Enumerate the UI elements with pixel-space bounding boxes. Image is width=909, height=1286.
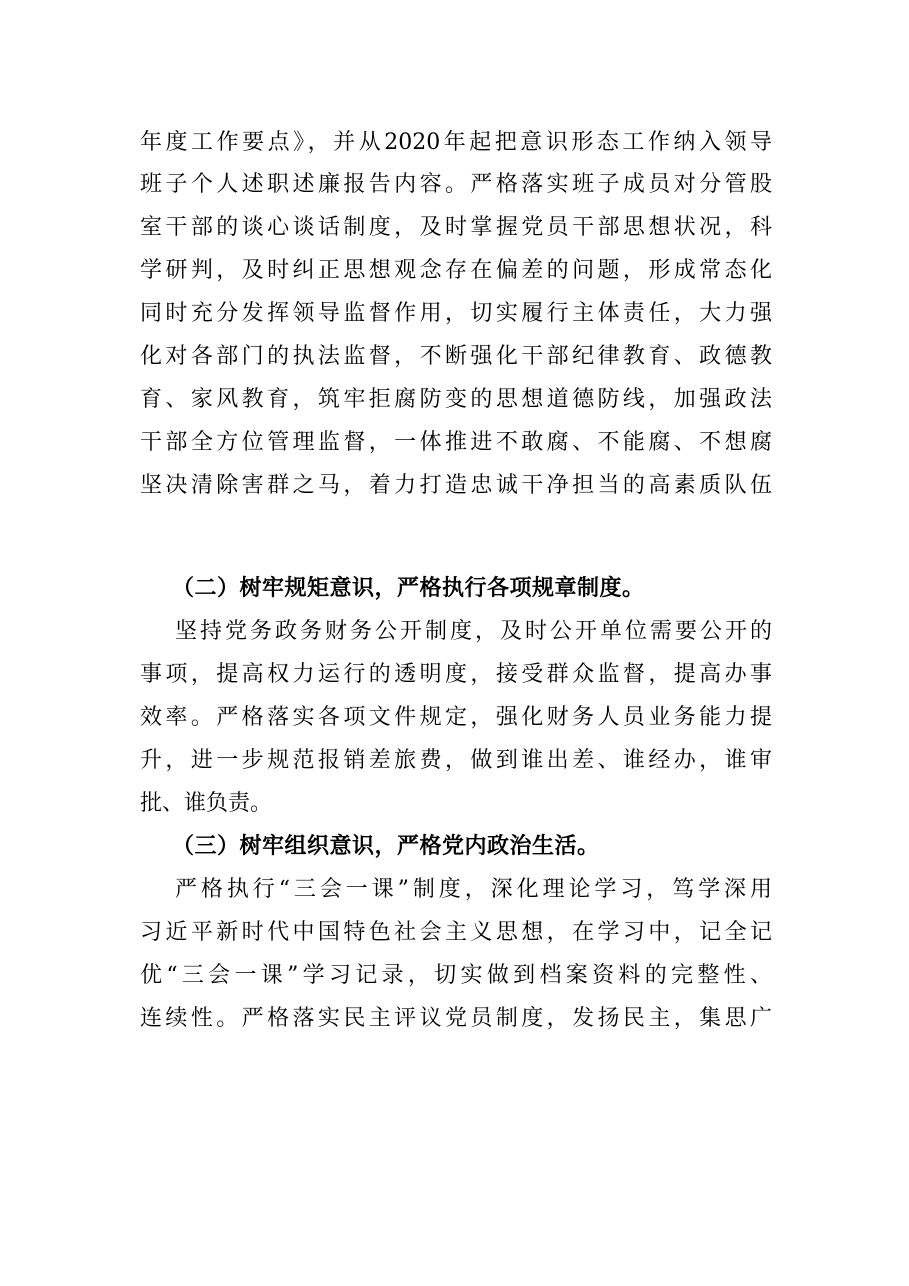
paragraph-1-line-3: 室干部的谈心谈话制度，及时掌握党员干部思想状况，科 (140, 215, 772, 240)
paragraph-3-line-4: 连续性。严格落实民主评议党员制度，发扬民主，集思广 (140, 1006, 772, 1031)
paragraph-3-line-3: 优“三会一课”学习记录，切实做到档案资料的完整性、 (140, 963, 772, 988)
paragraph-1-line-9: 坚决清除害群之马，着力打造忠诚干净担当的高素质队伍 (140, 473, 772, 498)
paragraph-1-line-5: 同时充分发挥领导监督作用，切实履行主体责任，大力强 (140, 301, 772, 326)
paragraph-1-line-8: 干部全方位管理监督，一体推进不敢腐、不能腐、不想腐 (140, 430, 772, 455)
paragraph-1-line-7: 育、家风教育，筑牢拒腐防变的思想道德防线，加强政法 (140, 387, 772, 412)
paragraph-3-line-2: 习近平新时代中国特色社会主义思想，在学习中，记全记 (140, 920, 772, 945)
paragraph-1-line-6: 化对各部门的执法监督，不断强化干部纪律教育、政德教 (140, 344, 772, 369)
section-heading-3: （三）树牢组织意识，严格党内政治生活。 (172, 834, 600, 859)
paragraph-2-line-5: 批、谁负责。 (140, 791, 273, 816)
paragraph-2-line-1: 坚持党务政务财务公开制度，及时公开单位需要公开的 (175, 619, 772, 644)
paragraph-1-line-2: 班子个人述职述廉报告内容。严格落实班子成员对分管股 (140, 172, 772, 197)
paragraph-1-line-4: 学研判，及时纠正思想观念存在偏差的问题，形成常态化 (140, 258, 772, 283)
section-heading-2: （二）树牢规矩意识，严格执行各项规章制度。 (172, 576, 645, 601)
paragraph-2-line-4: 升，进一步规范报销差旅费，做到谁出差、谁经办，谁审 (140, 748, 772, 773)
paragraph-2-line-2: 事项，提高权力运行的透明度，接受群众监督，提高办事 (140, 662, 772, 687)
paragraph-1-line-1: 年度工作要点》，并从2020年起把意识形态工作纳入领导 (140, 130, 772, 155)
paragraph-2-line-3: 效率。严格落实各项文件规定，强化财务人员业务能力提 (140, 705, 772, 730)
paragraph-3-line-1: 严格执行“三会一课”制度，深化理论学习，笃学深用 (175, 877, 772, 902)
